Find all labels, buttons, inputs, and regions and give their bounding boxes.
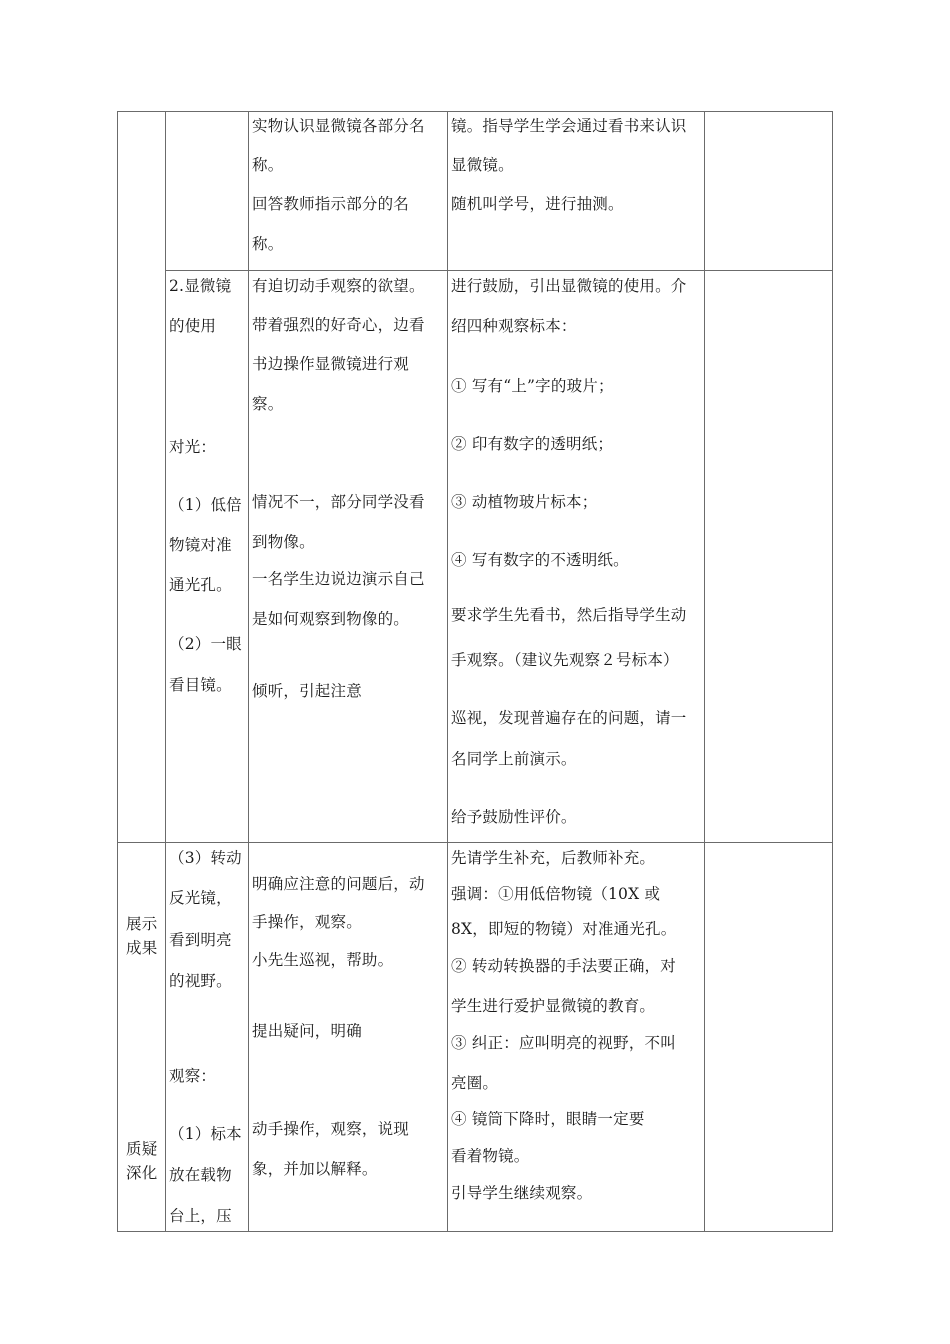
row3-teacher-line: 看着物镜。 [451, 1147, 530, 1165]
row2-content-line: 对光： [169, 438, 217, 456]
row2-content-line: （2）一眼 [169, 635, 242, 653]
row2-student-line: 一名学生边说边演示自己 [252, 570, 425, 588]
row3-content-line: 反光镜， [169, 889, 232, 907]
stage-label: 展示 [126, 915, 158, 933]
row3-student-line: 象，并加以解释。 [252, 1160, 378, 1178]
table-border-left [117, 111, 118, 1232]
row3-teacher-line: 先请学生补充，后教师补充。 [451, 849, 656, 867]
row2-content-line: 物镜对准 [169, 536, 232, 554]
row2-teacher-line: ① 写有“上”字的玻片； [451, 377, 614, 395]
table-divider-col3 [447, 111, 448, 1232]
row2-content-line: （1）低倍 [169, 496, 242, 514]
row2-student-line: 察。 [252, 395, 284, 413]
row2-teacher-line: ④ 写有数字的不透明纸。 [451, 551, 629, 569]
row2-teacher-line: ② 印有数字的透明纸； [451, 435, 614, 453]
table-divider-col1 [165, 111, 166, 1232]
row1-student-line: 实物认识显微镜各部分名 [252, 117, 425, 135]
stage-label: 质疑 [126, 1140, 158, 1158]
row3-content-line: 的视野。 [169, 972, 232, 990]
row3-student-line: 明确应注意的问题后，动 [252, 875, 425, 893]
row2-student-line: 带着强烈的好奇心，边看 [252, 316, 425, 334]
row1-teacher-line: 随机叫学号，进行抽测。 [451, 195, 624, 213]
row2-content-line: 通光孔。 [169, 576, 232, 594]
row3-content-line: （1）标本 [169, 1125, 242, 1143]
row1-student-line: 称。 [252, 235, 284, 253]
row3-student-line: 手操作，观察。 [252, 913, 362, 931]
row3-teacher-line: 强调：①用低倍物镜（10X 或 [451, 885, 661, 903]
row2-teacher-line: 巡视，发现普遍存在的问题，请一 [451, 709, 687, 727]
row3-content-line: （3）转动 [169, 849, 242, 867]
row3-teacher-line: 亮圈。 [451, 1074, 499, 1092]
row3-student-line: 小先生巡视，帮助。 [252, 951, 394, 969]
row2-content-line: 2.显微镜 [169, 277, 232, 295]
row2-teacher-line: 名同学上前演示。 [451, 750, 577, 768]
table-border-top [117, 111, 833, 112]
row1-teacher-line: 显微镜。 [451, 156, 514, 174]
row2-content-line: 的使用 [169, 317, 217, 335]
row2-teacher-line: ③ 动植物玻片标本； [451, 493, 598, 511]
row2-student-line: 倾听，引起注意 [252, 682, 362, 700]
row2-student-line: 是如何观察到物像的。 [252, 610, 410, 628]
row2-teacher-line: 要求学生先看书，然后指导学生动 [451, 606, 687, 624]
row3-student-line: 动手操作，观察，说现 [252, 1120, 410, 1138]
row3-content-line: 台上，压 [169, 1207, 232, 1225]
row3-teacher-line: 8X，即短的物镜）对准通光孔。 [451, 920, 677, 938]
row2-student-line: 到物像。 [252, 533, 315, 551]
row3-content-line: 放在载物 [169, 1166, 232, 1184]
row2-teacher-line: 绍四种观察标本： [451, 317, 577, 335]
row2-teacher-line: 给予鼓励性评价。 [451, 808, 577, 826]
row3-student-line: 提出疑问，明确 [252, 1022, 362, 1040]
row2-student-line: 情况不一，部分同学没看 [252, 493, 425, 511]
table-row-divider-1 [165, 270, 833, 271]
stage-label: 深化 [126, 1164, 158, 1182]
row2-teacher-line: 进行鼓励，引出显微镜的使用。介 [451, 277, 687, 295]
row3-content-line: 看到明亮 [169, 931, 232, 949]
table-border-bottom [117, 1231, 833, 1232]
row2-teacher-line: 手观察。（建议先观察２号标本） [451, 651, 679, 669]
row1-student-line: 称。 [252, 156, 284, 174]
row2-student-line: 书边操作显微镜进行观 [252, 355, 410, 373]
row3-content-line: 观察： [169, 1067, 217, 1085]
row3-teacher-line: ④ 镜筒下降时，眼睛一定要 [451, 1110, 645, 1128]
row1-student-line: 回答教师指示部分的名 [252, 195, 410, 213]
row3-teacher-line: ③ 纠正：应叫明亮的视野，不叫 [451, 1034, 676, 1052]
row2-content-line: 看目镜。 [169, 676, 232, 694]
table-border-right [832, 111, 833, 1232]
row3-teacher-line: 学生进行爱护显微镜的教育。 [451, 997, 656, 1015]
row3-teacher-line: ② 转动转换器的手法要正确，对 [451, 957, 676, 975]
table-divider-col4 [704, 111, 705, 1232]
table-row-divider-2 [117, 842, 833, 843]
row3-teacher-line: 引导学生继续观察。 [451, 1184, 593, 1202]
stage-label: 成果 [126, 939, 158, 957]
table-divider-col2 [248, 111, 249, 1232]
row1-teacher-line: 镜。指导学生学会通过看书来认识 [451, 117, 687, 135]
row2-student-line: 有迫切动手观察的欲望。 [252, 277, 425, 295]
